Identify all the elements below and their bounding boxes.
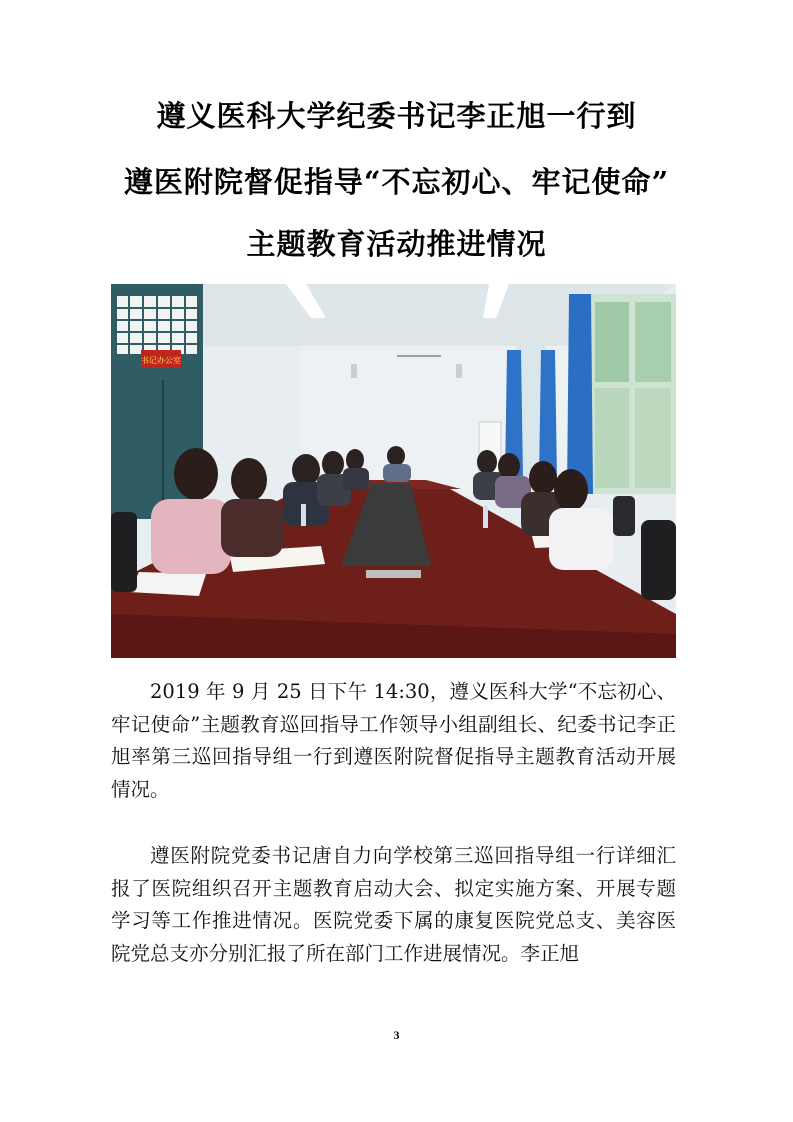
title-line-2: 遵医附院督促指导“不忘初心、牢记使命” xyxy=(123,165,670,199)
body-paragraph-2: 遵医附院党委书记唐自力向学校第三巡回指导组一行详细汇报了医院组织召开主题教育启动大会、拟定实施方案、开展专题学习等工作推进情况。医院党委下属的康复医院党总支、美容医院党总支亦分别汇报了所在部门工作进展情况。李正旭 xyxy=(111,844,676,965)
title-line-3: 主题教育活动推进情况 xyxy=(246,227,547,261)
title-line-1: 遵义医科大学纪委书记李正旭一行到 xyxy=(156,99,637,133)
body-paragraph-1: 2019 年 9 月 25 日下午 14:30，遵义医科大学“不忘初心、牢记使命”主题教育巡回指导工作领导小组副组长、纪委书记李正旭率第三巡回指导组一行到遵医附院督促指导主题教育活动开展情况。 xyxy=(111,680,676,801)
door-sign: 书记办公室 xyxy=(141,356,181,365)
page-number: 3 xyxy=(393,1028,400,1042)
meeting-room-photo xyxy=(111,284,676,658)
